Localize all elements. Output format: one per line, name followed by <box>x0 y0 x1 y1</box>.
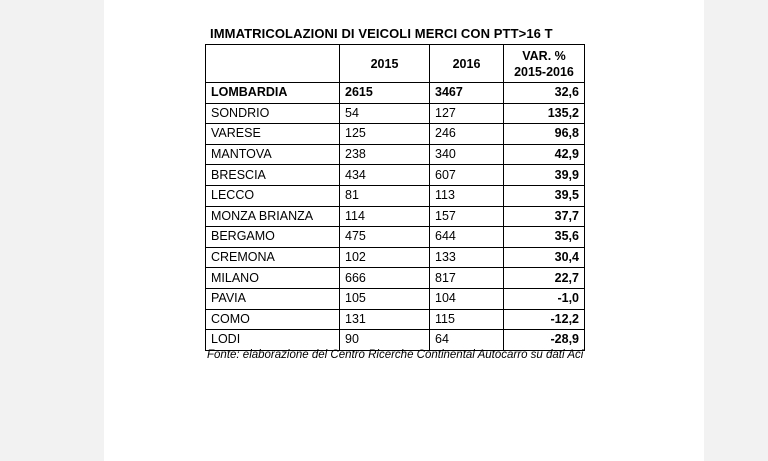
cell-province: COMO <box>206 309 340 330</box>
cell-province: CREMONA <box>206 247 340 268</box>
table-row <box>206 227 585 248</box>
table-row <box>206 185 585 206</box>
cell-variation: 39,5 <box>504 185 585 206</box>
cell-2016: 64 <box>430 330 504 351</box>
cell-variation: 39,9 <box>504 165 585 186</box>
cell-2016: 127 <box>430 103 504 124</box>
cell-variation: 96,8 <box>504 124 585 145</box>
table-row <box>206 309 585 330</box>
cell-2016: 113 <box>430 185 504 206</box>
cell-2015: 125 <box>340 124 430 145</box>
cell-variation: 37,7 <box>504 206 585 227</box>
table-row <box>206 288 585 309</box>
cell-2016: 246 <box>430 124 504 145</box>
cell-variation: 135,2 <box>504 103 585 124</box>
cell-2015: 102 <box>340 247 430 268</box>
cell-2015: 54 <box>340 103 430 124</box>
cell-2016: 817 <box>430 268 504 289</box>
cell-province: LODI <box>206 330 340 351</box>
table-title: IMMATRICOLAZIONI DI VEICOLI MERCI CON PTT>16 T <box>210 26 553 41</box>
table-row <box>206 330 585 351</box>
table-row <box>206 144 585 165</box>
cell-2016: 157 <box>430 206 504 227</box>
table-row <box>206 124 585 145</box>
cell-2015: 131 <box>340 309 430 330</box>
cell-province: LECCO <box>206 185 340 206</box>
cell-2015: 81 <box>340 185 430 206</box>
table-row <box>206 165 585 186</box>
header-variation-line1: VAR. % <box>522 48 566 63</box>
table-row <box>206 247 585 268</box>
source-note: Fonte: elaborazione del Centro Ricerche Continental Autocarro su dati Aci <box>207 349 584 361</box>
cell-2016: 133 <box>430 247 504 268</box>
header-variation-line2: 2015-2016 <box>514 64 574 79</box>
cell-province: BERGAMO <box>206 227 340 248</box>
cell-province: VARESE <box>206 124 340 145</box>
table-row <box>206 103 585 124</box>
cell-2016: 3467 <box>430 83 504 104</box>
cell-province: MANTOVA <box>206 144 340 165</box>
cell-province: PAVIA <box>206 288 340 309</box>
cell-2015: 666 <box>340 268 430 289</box>
cell-variation: -28,9 <box>504 330 585 351</box>
header-2016: 2016 <box>430 45 504 83</box>
header-variation <box>504 45 585 83</box>
table-body <box>206 83 585 351</box>
cell-variation: 32,6 <box>504 83 585 104</box>
cell-2016: 104 <box>430 288 504 309</box>
cell-2015: 475 <box>340 227 430 248</box>
cell-2015: 2615 <box>340 83 430 104</box>
cell-variation: 30,4 <box>504 247 585 268</box>
cell-2015: 238 <box>340 144 430 165</box>
cell-province: BRESCIA <box>206 165 340 186</box>
cell-variation: -1,0 <box>504 288 585 309</box>
table-header-row <box>206 45 585 83</box>
table-row <box>206 268 585 289</box>
cell-2015: 90 <box>340 330 430 351</box>
cell-2016: 115 <box>430 309 504 330</box>
cell-province: SONDRIO <box>206 103 340 124</box>
registrations-table <box>205 44 585 351</box>
cell-variation: 42,9 <box>504 144 585 165</box>
cell-2016: 340 <box>430 144 504 165</box>
cell-2015: 114 <box>340 206 430 227</box>
table-row-total <box>206 83 585 104</box>
cell-variation: -12,2 <box>504 309 585 330</box>
cell-variation: 35,6 <box>504 227 585 248</box>
cell-2015: 105 <box>340 288 430 309</box>
header-2015: 2015 <box>340 45 430 83</box>
cell-2016: 607 <box>430 165 504 186</box>
cell-province: MILANO <box>206 268 340 289</box>
header-province <box>206 45 340 83</box>
cell-province: LOMBARDIA <box>206 83 340 104</box>
cell-2015: 434 <box>340 165 430 186</box>
cell-province: MONZA BRIANZA <box>206 206 340 227</box>
table-row <box>206 206 585 227</box>
cell-variation: 22,7 <box>504 268 585 289</box>
cell-2016: 644 <box>430 227 504 248</box>
